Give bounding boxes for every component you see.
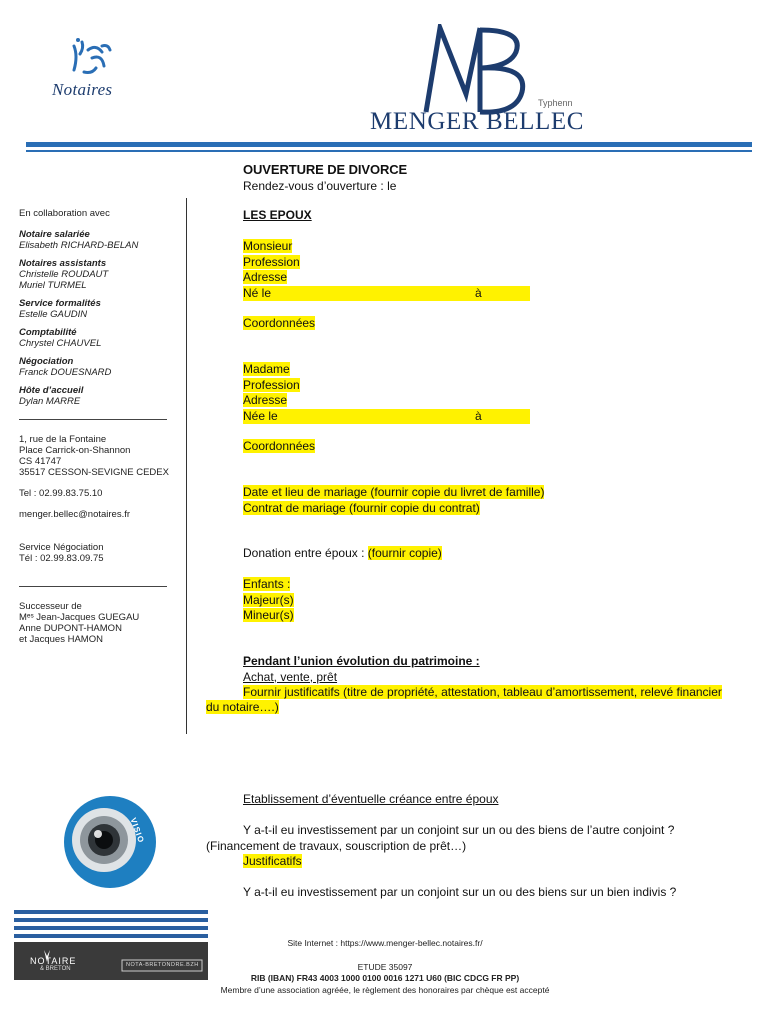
negociation-phone: Tél : 02.99.83.09.75 — [19, 553, 104, 564]
staff-name: Christelle ROUDAUT — [19, 269, 109, 280]
staff-role: Notaires assistants — [19, 258, 107, 269]
monsieur-coordonnees-label: Coordonnées — [243, 316, 316, 330]
address-line: 35517 CESSON-SEVIGNE CEDEX — [19, 467, 169, 478]
madame-nee-le-label: Née le — [243, 408, 278, 423]
staff-role: Comptabilité — [19, 327, 77, 338]
address-line: CS 41747 — [19, 456, 62, 467]
sidebar-divider — [19, 419, 167, 420]
monsieur-label: Monsieur — [243, 239, 293, 253]
monsieur-coordonnees — [243, 316, 315, 332]
enfants-label: Enfants : — [243, 577, 291, 591]
staff-entry — [19, 229, 184, 251]
staff-name: Chrystel CHAUVEL — [19, 338, 102, 349]
enfants-block — [243, 577, 294, 624]
notaires-wordmark: Notaires — [52, 80, 113, 99]
creance-justificatifs-label: Justificatifs — [243, 854, 302, 868]
address-line: 1, rue de la Fontaine — [19, 434, 107, 445]
footer-rib: RIB (IBAN) FR43 4003 1000 0100 0016 1271 U60 (BIC CDCG FR PP) — [250, 973, 520, 983]
staff-role: Hôte d’accueil — [19, 385, 84, 396]
madame-coordonnees — [243, 439, 315, 455]
donation-label: Donation entre époux : — [243, 546, 368, 560]
enfants-mineurs-label: Mineur(s) — [243, 608, 294, 622]
patrimoine-block — [243, 654, 722, 701]
monsieur-lieu-label: à — [475, 285, 482, 300]
staff-entry — [19, 356, 184, 378]
successor-info — [19, 601, 184, 645]
footer-etude: ETUDE 35097 — [357, 961, 413, 972]
creance-q1: Y a-t-il eu investissement par un conjoint sur un ou des biens de l’autre conjoint ? — [243, 823, 675, 837]
patrimoine-fournir-cont — [206, 700, 279, 716]
successor-line: Successeur de — [19, 601, 82, 612]
staff-role: Service formalités — [19, 298, 101, 309]
madame-block — [243, 362, 530, 424]
address-line: Place Carrick-on-Shannon — [19, 445, 131, 456]
donation-row — [243, 546, 442, 562]
staff-entry — [19, 298, 184, 320]
creance-heading — [243, 792, 499, 808]
menger-bellec-monogram-icon — [418, 24, 538, 116]
patrimoine-fournir-end: du notaire….) — [206, 700, 279, 714]
mariage-block — [243, 485, 544, 516]
document-subtitle: Rendez-vous d’ouverture : le — [243, 179, 397, 193]
office-address — [19, 434, 184, 478]
negociation-contact — [19, 542, 184, 564]
staff-name: Estelle GAUDIN — [19, 309, 88, 320]
header-rule-thin — [26, 150, 752, 152]
header-rule — [26, 142, 752, 147]
madame-coordonnees-label: Coordonnées — [243, 439, 316, 453]
enfants-majeurs-label: Majeur(s) — [243, 592, 294, 607]
menger-bellec-wordmark: MENGER BELLEC — [370, 108, 585, 135]
successor-line: Anne DUPONT-HAMON — [19, 623, 122, 634]
breton-tag: NOTA-BRETONDRE.BZH — [126, 962, 199, 968]
monsieur-naissance-row — [243, 286, 530, 302]
epoux-heading-text: LES EPOUX — [243, 208, 312, 222]
monsieur-adresse-label: Adresse — [243, 270, 288, 284]
mariage-contrat: Contrat de mariage (fournir copie du contrat) — [243, 500, 480, 515]
monsieur-profession-label: Profession — [243, 254, 300, 269]
patrimoine-achat: Achat, vente, prêt — [243, 669, 338, 684]
staff-entry — [19, 385, 184, 407]
staff-name: Dylan MARRE — [19, 396, 81, 407]
breton-line1: NOTAIRE — [30, 956, 77, 966]
staff-entry — [19, 327, 184, 349]
staff-role: Négociation — [19, 356, 74, 367]
creance-q2: Y a-t-il eu investissement par un conjoint sur un ou des biens sur un bien indivis ? — [243, 885, 677, 899]
madame-label: Madame — [243, 362, 290, 376]
monsieur-ne-le-label: Né le — [243, 285, 272, 300]
collaboration-label: En collaboration avec — [19, 208, 110, 219]
column-divider — [186, 198, 187, 734]
staff-name: Franck DOUESNARD — [19, 367, 112, 378]
creance-justificatifs — [243, 854, 302, 870]
office-email[interactable]: menger.bellec@notaires.fr — [19, 509, 131, 520]
typhenn-label: Typhenn — [538, 98, 573, 108]
madame-naissance-row — [243, 409, 530, 425]
mariage-date-lieu: Date et lieu de mariage (fournir copie du livret de famille) — [243, 485, 545, 499]
madame-adresse-label: Adresse — [243, 393, 288, 407]
staff-name: Elisabeth RICHARD-BELAN — [19, 240, 139, 251]
staff-name: Muriel TURMEL — [19, 280, 87, 291]
footer-site[interactable]: Site Internet : https://www.menger-bellec.notaires.fr/ — [287, 938, 483, 948]
madame-profession-label: Profession — [243, 377, 300, 392]
staff-role: Notaire salariée — [19, 229, 90, 240]
madame-lieu-label: à — [475, 408, 482, 423]
visio-label: VISIO — [128, 816, 146, 845]
patrimoine-heading: Pendant l’union évolution du patrimoine : — [243, 654, 480, 668]
donation-note: (fournir copie) — [367, 546, 442, 560]
breton-line2: & BRETON — [40, 966, 71, 972]
staff-list — [19, 229, 184, 407]
creance-heading-text: Etablissement d’éventuelle créance entre époux — [243, 792, 499, 806]
successor-line: Mᵉˢ Jean-Jacques GUEGAU — [19, 612, 140, 623]
sidebar — [19, 208, 184, 652]
negociation-label: Service Négociation — [19, 542, 104, 553]
document-title: OUVERTURE DE DIVORCE — [243, 162, 408, 177]
office-phone: Tel : 02.99.83.75.10 — [19, 488, 103, 499]
staff-entry — [19, 258, 184, 291]
patrimoine-fournir: Fournir justificatifs (titre de propriété, attestation, tableau d’amortissement, relevé financier — [243, 685, 722, 699]
monsieur-block — [243, 239, 530, 301]
successor-line: et Jacques HAMON — [19, 634, 103, 645]
sidebar-divider — [19, 586, 167, 587]
creance-q1-detail: (Financement de travaux, souscription de prêt…) — [206, 839, 467, 853]
epoux-heading — [243, 208, 312, 224]
footer — [0, 938, 770, 996]
footer-membre: Membre d’une association agréée, le règlement des honoraires par chèque est accepté — [220, 984, 550, 995]
